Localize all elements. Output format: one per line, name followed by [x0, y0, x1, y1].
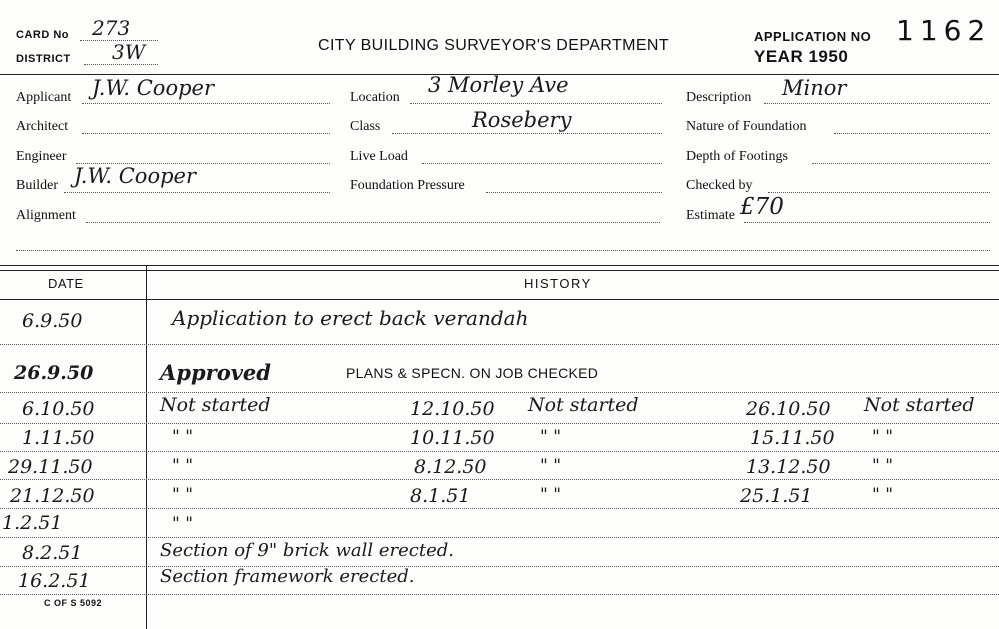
row-entry-2: Not started [528, 394, 639, 416]
form-code: C OF S 5092 [44, 598, 103, 608]
date-column-divider [146, 265, 147, 629]
estimate-value: £70 [740, 194, 784, 220]
row-rule [0, 479, 999, 480]
row-date: 1.11.50 [22, 427, 95, 449]
row-date-3: 13.12.50 [746, 456, 831, 478]
application-value: 1162 [896, 14, 992, 47]
class-label: Class [350, 119, 381, 134]
department-title: CITY BUILDING SURVEYOR'S DEPARTMENT [318, 37, 670, 54]
location-label: Location [350, 90, 400, 105]
class-line [392, 133, 662, 134]
description-line [764, 103, 990, 104]
nature-line [834, 133, 990, 134]
location-value: 3 Morley Ave [428, 73, 569, 97]
live-load-label: Live Load [350, 149, 408, 164]
row-rule [0, 566, 999, 567]
year-label: YEAR 1950 [754, 47, 849, 66]
row-date: 6.10.50 [22, 398, 95, 420]
row-entry: Section framework erected. [160, 566, 415, 587]
row-date-3: 15.11.50 [750, 427, 835, 449]
row-entry-3: " " [872, 427, 894, 447]
depth-label: Depth of Footings [686, 149, 788, 164]
row-entry-2: " " [540, 485, 562, 505]
applicant-value: J.W. Cooper [92, 76, 214, 100]
row-rule [0, 392, 999, 393]
row-entry-3: " " [872, 456, 894, 476]
row-date-2: 8.1.51 [410, 485, 471, 507]
foundation-pressure-label: Foundation Pressure [350, 178, 465, 193]
location-line [410, 103, 662, 104]
row-entry-3: Not started [864, 394, 975, 416]
card-no-value: 273 [92, 16, 131, 40]
row-date: 21.12.50 [10, 485, 95, 507]
estimate-label: Estimate [686, 208, 735, 223]
builder-label: Builder [16, 178, 58, 193]
nature-label: Nature of Foundation [686, 119, 807, 134]
row-date-3: 25.1.51 [740, 485, 813, 507]
row-date: 26.9.50 [14, 362, 94, 384]
alignment-label: Alignment [16, 208, 76, 223]
checked-label: Checked by [686, 178, 753, 193]
row-entry: Application to erect back verandah [172, 306, 529, 330]
row-rule [0, 537, 999, 538]
row-entry: " " [172, 514, 194, 534]
description-label: Description [686, 90, 752, 105]
history-header: HISTORY [524, 276, 592, 291]
engineer-label: Engineer [16, 149, 67, 164]
class-value: Rosebery [472, 108, 572, 132]
row-date-2: 12.10.50 [410, 398, 495, 420]
row-rule [0, 594, 999, 595]
row-date: 29.11.50 [8, 456, 93, 478]
row-date: 8.2.51 [22, 542, 83, 564]
row-date: 1.2.51 [2, 512, 63, 534]
application-label: APPLICATION NO [754, 29, 872, 44]
live-load-line [422, 163, 662, 164]
row-entry: Approved [160, 360, 271, 385]
row-entry: Section of 9" brick wall erected. [160, 540, 454, 561]
table-top-rule-2 [0, 270, 999, 271]
description-value: Minor [782, 76, 847, 100]
row-entry: " " [172, 456, 194, 476]
row-entry-2: " " [540, 456, 562, 476]
table-header-rule [0, 299, 999, 300]
applicant-label: Applicant [16, 90, 72, 105]
architect-label: Architect [16, 119, 69, 134]
row-date-3: 26.10.50 [746, 398, 831, 420]
row-entry: Not started [160, 394, 271, 416]
checked-line [768, 192, 990, 193]
row-date: 6.9.50 [22, 310, 83, 332]
builder-line [64, 192, 330, 193]
row-entry: " " [172, 427, 194, 447]
architect-line [82, 133, 330, 134]
district-label: DISTRICT [16, 53, 71, 65]
row-rule [0, 508, 999, 509]
alignment-line [86, 222, 660, 223]
row-entry-2: " " [540, 427, 562, 447]
foundation-pressure-line [486, 192, 662, 193]
district-line [84, 64, 158, 65]
row-entry: " " [172, 485, 194, 505]
plans-checked-stamp: PLANS & SPECN. ON JOB CHECKED [346, 365, 599, 381]
row-date: 16.2.51 [18, 570, 91, 592]
row-rule [0, 344, 999, 345]
applicant-line [82, 103, 330, 104]
row-date-2: 8.12.50 [414, 456, 487, 478]
row-date-2: 10.11.50 [410, 427, 495, 449]
row-rule [0, 451, 999, 452]
row-rule [0, 423, 999, 424]
card-no-label: CARD No [16, 29, 69, 41]
estimate-line [744, 222, 990, 223]
district-value: 3W [112, 40, 146, 64]
table-top-rule [0, 265, 999, 266]
date-header: DATE [48, 276, 84, 291]
builder-value: J.W. Cooper [74, 164, 196, 188]
fields-bottom-line [16, 250, 990, 251]
depth-line [812, 163, 990, 164]
row-entry-3: " " [872, 485, 894, 505]
